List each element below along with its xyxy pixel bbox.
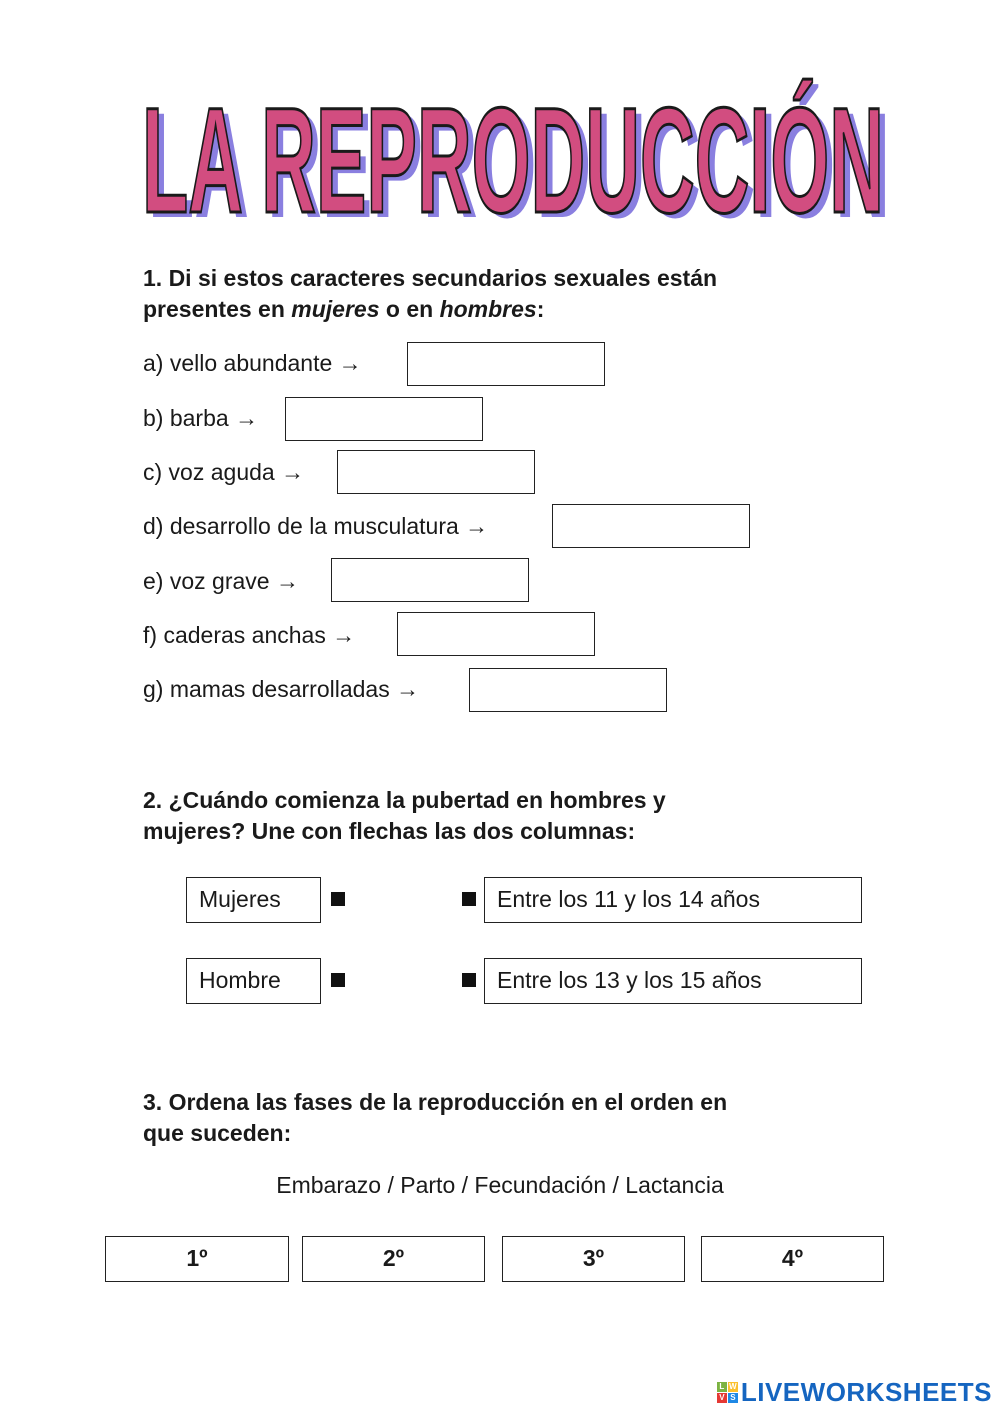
arrow-right-icon: → [275,568,299,594]
order-box-4[interactable]: 4º [701,1236,884,1282]
worksheet-title-shadow: LA REPRODUCCIÓN [148,81,890,230]
logo-mark-letter: L [717,1382,727,1392]
arrow-right-icon: → [235,405,259,431]
q1-answer-c[interactable] [337,450,535,494]
q1-item-f: f) caderas anchas → [143,622,356,648]
match-left-dot-hombre[interactable] [331,973,345,987]
question-2-line2: mujeres? Une con flechas las dos columnas: [143,818,636,844]
q1-item-d: d) desarrollo de la musculatura → [143,513,489,539]
question-1-heading [143,263,717,325]
q1-answer-f[interactable] [397,612,595,656]
question-3-heading [143,1087,727,1149]
match-right-11-14: Entre los 11 y los 14 años [484,877,862,923]
arrow-right-icon: → [396,676,420,702]
q1-answer-e[interactable] [331,558,529,602]
question-1-line2: presentes en mujeres o en hombres: [143,296,545,322]
q1-item-g: g) mamas desarrolladas → [143,676,420,702]
logo-mark-letter: S [728,1393,738,1403]
liveworksheets-logo [717,1377,992,1408]
match-left-mujeres: Mujeres [186,877,321,923]
order-box-1[interactable]: 1º [105,1236,289,1282]
order-box-2[interactable]: 2º [302,1236,485,1282]
match-left-hombre: Hombre [186,958,321,1004]
q1-item-c: c) voz aguda → [143,459,305,485]
worksheet-title-text: LA REPRODUCCIÓN [142,76,884,230]
q1-item-b: b) barba → [143,405,259,431]
order-box-3[interactable]: 3º [502,1236,685,1282]
logo-mark-letter: V [717,1393,727,1403]
q1-item-e: e) voz grave → [143,568,299,594]
match-right-dot-11-14[interactable] [462,892,476,906]
q1-item-a: a) vello abundante → [143,350,362,376]
question-1-line1: 1. Di si estos caracteres secundarios sexuales están [143,265,718,291]
phases-list: Embarazo / Parto / Fecundación / Lactancia [276,1172,724,1198]
logo-mark-letter: W [729,1382,737,1391]
match-left-dot-mujeres[interactable] [331,892,345,906]
q1-answer-d[interactable] [552,504,750,548]
q1-answer-g[interactable] [469,668,667,712]
match-right-dot-13-15[interactable] [462,973,476,987]
arrow-right-icon: → [465,513,489,539]
q1-answer-b[interactable] [285,397,483,441]
liveworksheets-mark-icon [717,1382,738,1403]
match-right-13-15: Entre los 13 y los 15 años [484,958,862,1004]
question-2-line1: 2. ¿Cuándo comienza la pubertad en hombres y [143,787,666,813]
liveworksheets-logo-text: LIVEWORKSHEETS [740,1377,992,1407]
arrow-right-icon: → [281,459,305,485]
arrow-right-icon: → [338,350,362,376]
question-3-line1: 3. Ordena las fases de la reproducción en el orden en [143,1089,728,1115]
question-2-heading [143,785,666,847]
arrow-right-icon: → [332,622,356,648]
question-3-line2: que suceden: [143,1120,292,1146]
q1-answer-a[interactable] [407,342,605,386]
worksheet-title [130,40,890,230]
